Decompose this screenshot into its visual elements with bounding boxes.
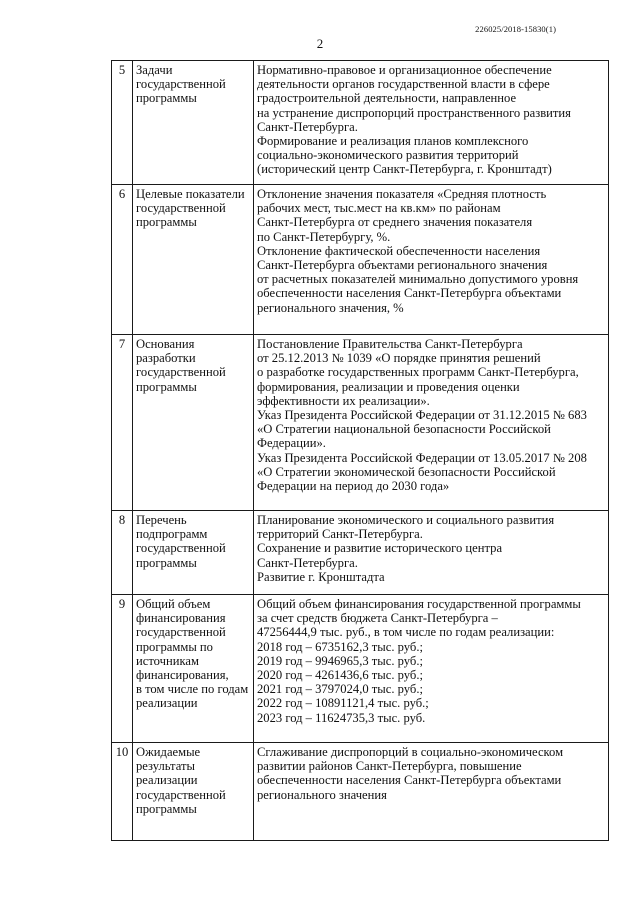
content-line: 2019 год – 9946965,3 тыс. руб.; (257, 653, 423, 668)
row-number: 8 (112, 511, 133, 595)
content-line: (исторический центр Санкт-Петербурга, г. Кронштадт) (257, 162, 552, 177)
content-line: рабочих мест, тыс.мест на кв.км» по районам (257, 201, 501, 216)
label-line: программы (136, 91, 197, 106)
content-line: на устранение диспропорций пространственного развития (257, 105, 571, 120)
content-line: социально-экономического развития территорий (257, 148, 519, 163)
row-content (254, 61, 609, 185)
content-line: за счет средств бюджета Санкт-Петербурга – (257, 611, 498, 626)
content-line: 47256444,9 тыс. руб., в том числе по годам реализации: (257, 625, 555, 640)
table-row (112, 61, 609, 185)
content-line: Формирование и реализация планов комплексного (257, 134, 529, 149)
content-line: от 25.12.2013 № 1039 «О порядке принятия решений (257, 351, 541, 366)
content-line: Федерации». (257, 436, 326, 451)
label-line: государственной (136, 77, 226, 92)
row-number: 10 (112, 743, 133, 841)
content-line: Нормативно-правовое и организационное обеспечение (257, 63, 552, 77)
label-line: программы (136, 215, 197, 230)
label-line: финансирования (136, 611, 226, 626)
label-line: государственной (136, 365, 226, 380)
table-row (112, 595, 609, 743)
content-line: «О Стратегии экономической безопасности Российской (257, 464, 556, 479)
row-label (133, 61, 254, 185)
label-line: разработки (136, 351, 196, 366)
content-line: Указ Президента Российской Федерации от 31.12.2015 № 683 (257, 408, 587, 423)
label-line: финансирования, (136, 668, 229, 683)
content-line: регионального значения (257, 787, 387, 802)
content-line: Санкт-Петербурга объектами регионального значения (257, 258, 548, 273)
row-label (133, 595, 254, 743)
label-line: государственной (136, 787, 226, 802)
label-line: государственной (136, 201, 226, 216)
label-line: реализации (136, 696, 198, 711)
table-row (112, 185, 609, 335)
content-line: Федерации на период до 2030 года» (257, 479, 450, 494)
content-line: Указ Президента Российской Федерации от 13.05.2017 № 208 (257, 450, 587, 465)
content-line: деятельности органов государственной власти в сфере (257, 77, 550, 92)
content-line: Планирование экономического и социального развития (257, 513, 555, 527)
content-line: 2018 год – 6735162,3 тыс. руб.; (257, 639, 423, 654)
label-line: государственной (136, 625, 226, 640)
label-line: программы (136, 379, 197, 394)
row-label (133, 185, 254, 335)
label-line: подпрограмм (136, 527, 208, 542)
label-line: Основания (136, 337, 195, 351)
table-row (112, 335, 609, 511)
label-line: реализации (136, 773, 198, 788)
row-number: 9 (112, 595, 133, 743)
label-line: результаты (136, 759, 195, 774)
content-line: «О Стратегии национальной безопасности Российской (257, 422, 551, 437)
label-line: Целевые показатели (136, 187, 245, 201)
row-content (254, 743, 609, 841)
content-line: 2020 год – 4261436,6 тыс. руб.; (257, 668, 423, 683)
label-line: Общий объем (136, 597, 211, 611)
row-label (133, 511, 254, 595)
content-line: Санкт-Петербурга от среднего значения показателя (257, 215, 533, 230)
content-line: Санкт-Петербурга. (257, 555, 358, 570)
label-line: Перечень (136, 513, 187, 527)
row-content (254, 595, 609, 743)
content-line: эффективности их реализации». (257, 393, 430, 408)
content-line: регионального значения, % (257, 300, 404, 315)
content-line: территорий Санкт-Петербурга. (257, 527, 423, 542)
row-content (254, 185, 609, 335)
row-label (133, 743, 254, 841)
table-row (112, 743, 609, 841)
content-line: Сглаживание диспропорций в социально-экономическом (257, 745, 564, 759)
label-line: государственной (136, 541, 226, 556)
label-line: Ожидаемые (136, 745, 201, 759)
row-number: 5 (112, 61, 133, 185)
table-row (112, 511, 609, 595)
label-line: Задачи (136, 63, 173, 77)
content-line: Санкт-Петербурга. (257, 119, 358, 134)
content-line: развитии районов Санкт-Петербурга, повышение (257, 759, 522, 774)
document-id: 226025/2018-15830(1) (475, 24, 556, 34)
label-line: программы (136, 555, 197, 570)
content-line: по Санкт-Петербургу, %. (257, 229, 391, 244)
content-line: Развитие г. Кронштадта (257, 569, 385, 584)
page-number: 2 (316, 36, 324, 51)
content-line: Постановление Правительства Санкт-Петербурга (257, 337, 523, 351)
content-line: Отклонение значения показателя «Средняя плотность (257, 187, 547, 201)
label-line: программы (136, 801, 197, 816)
content-line: 2022 год – 10891121,4 тыс. руб.; (257, 696, 429, 711)
row-number: 7 (112, 335, 133, 511)
content-line: градостроительной деятельности, направленное (257, 91, 517, 106)
row-content (254, 511, 609, 595)
content-line: Сохранение и развитие исторического центра (257, 541, 503, 556)
content-line: 2021 год – 3797024,0 тыс. руб.; (257, 682, 423, 697)
content-line: обеспеченности населения Санкт-Петербурга объектами (257, 773, 562, 788)
content-line: формирования, реализации и проведения оценки (257, 379, 520, 394)
content-line: обеспеченности населения Санкт-Петербурга объектами (257, 286, 562, 301)
row-content (254, 335, 609, 511)
label-line: в том числе по годам (136, 682, 249, 697)
content-line: о разработке государственных программ Санкт-Петербурга, (257, 365, 579, 380)
content-line: Отклонение фактической обеспеченности населения (257, 243, 541, 258)
row-label (133, 335, 254, 511)
passport-table (111, 60, 609, 841)
content-line: 2023 год – 11624735,3 тыс. руб. (257, 710, 426, 725)
content-line: Общий объем финансирования государственной программы (257, 597, 581, 611)
label-line: программы по (136, 639, 213, 654)
content-line: от расчетных показателей минимально допустимого уровня (257, 272, 579, 287)
row-number: 6 (112, 185, 133, 335)
label-line: источникам (136, 653, 199, 668)
